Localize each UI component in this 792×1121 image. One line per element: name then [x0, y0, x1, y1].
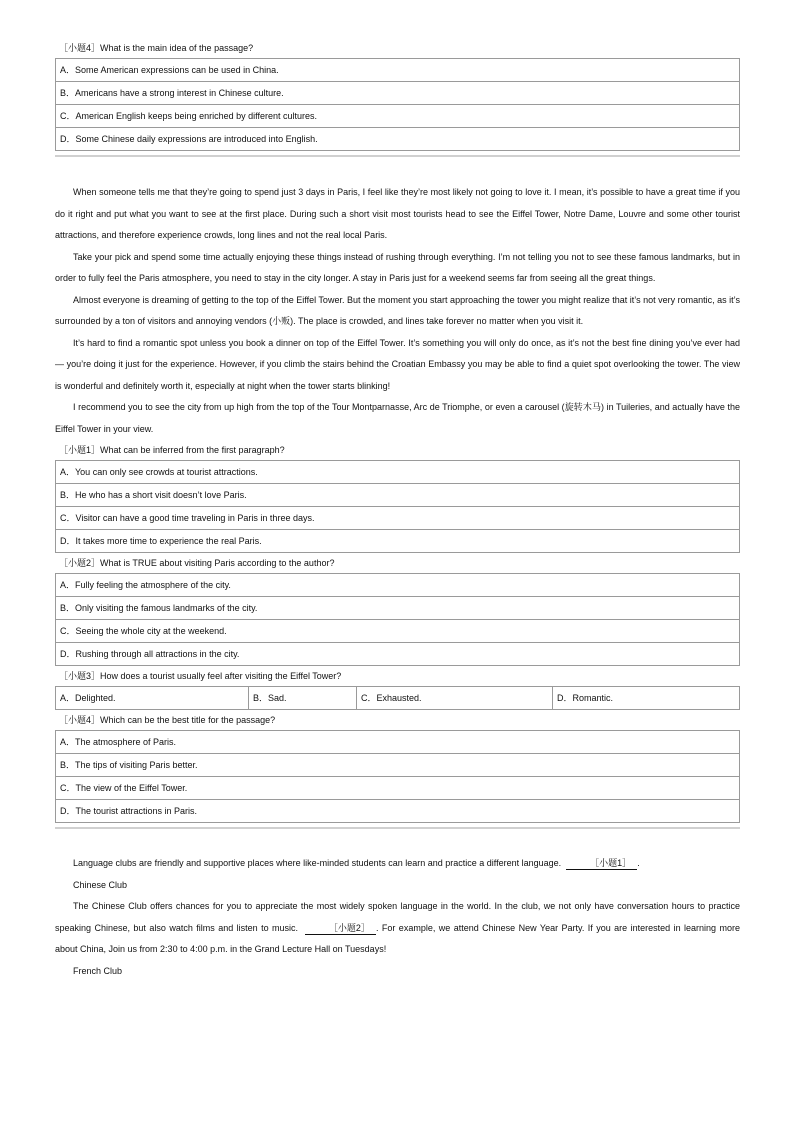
question-block-1 — [55, 442, 740, 553]
question-block-4 — [55, 712, 740, 823]
club-heading-french: French Club — [73, 965, 123, 976]
paragraph — [55, 896, 740, 961]
intro-text: Language clubs are friendly and supportive places where like-minded students can learn and practice a different language. — [73, 858, 562, 868]
passage-clubs — [55, 853, 740, 982]
answer-blank-2[interactable]: ［小题2］ — [305, 922, 376, 935]
option-c[interactable]: C．Exhausted. — [356, 687, 552, 709]
chinese-club-text: The Chinese Club offers chances for you to appreciate the most widely spoken language in the world. In the club, we not only have conversation hours to practice speaking Chinese, but also watch films and listen to music. — [55, 901, 740, 933]
intro-end: . — [637, 858, 640, 868]
option-d[interactable]: D．Rushing through all attractions in the city. — [56, 642, 739, 665]
options-table — [55, 58, 740, 151]
option-d[interactable]: D．Some Chinese daily expressions are introduced into English. — [56, 127, 739, 150]
paragraph: I recommend you to see the city from up high from the top of the Tour Montparnasse, Arc de Triomphe, or even a carousel (旋转木马) in Tuileries, and actually have the Eiffel Tower in your view. — [55, 402, 740, 434]
option-c[interactable]: C．American English keeps being enriched by different cultures. — [56, 104, 739, 127]
passage-paris — [55, 182, 740, 440]
option-a[interactable]: A．Some American expressions can be used in China. — [60, 65, 279, 75]
chinese-club-text-cont: . For example, we attend Chinese New Year Party. If you are interested in learning more about China, Join us from 2:30 to 4:00 p.m. in the Grand Lecture Hall on Tuesdays! — [55, 922, 740, 954]
option-c[interactable]: C．The view of the Eiffel Tower. — [56, 776, 739, 799]
option-c[interactable]: C．Visitor can have a good time traveling in Paris in three days. — [56, 506, 739, 529]
option-b[interactable]: B．Sad. — [248, 687, 356, 709]
exam-page — [55, 38, 740, 982]
option-d[interactable]: D．It takes more time to experience the real Paris. — [56, 529, 739, 552]
club-heading-chinese: Chinese Club — [73, 879, 128, 890]
answer-blank-1[interactable]: ［小题1］ — [566, 857, 637, 870]
question-block-q4-previous — [55, 40, 740, 151]
paragraph: Almost everyone is dreaming of getting to the top of the Eiffel Tower. But the moment you start approaching the tower you might realize that it’s not very romantic, as it’s surrounded by a ton of visitors and annoying vendors (小贩). The place is crowded, and lines take forever no matter when you visit it. — [55, 294, 740, 326]
paragraph — [55, 853, 740, 875]
question-block-3 — [55, 668, 740, 710]
question-stem: ［小题2］What is TRUE about visiting Paris according to the author? — [59, 558, 335, 568]
option-a[interactable]: A．Fully feeling the atmosphere of the city. — [60, 580, 231, 590]
option-b[interactable]: B．Only visiting the famous landmarks of the city. — [56, 596, 739, 619]
option-d[interactable]: D．Romantic. — [552, 687, 739, 709]
question-block-2 — [55, 555, 740, 666]
option-c[interactable]: C．Seeing the whole city at the weekend. — [56, 619, 739, 642]
option-a[interactable]: A．Delighted. — [60, 693, 116, 703]
question-stem: ［小题4］What is the main idea of the passage? — [59, 43, 254, 53]
option-b[interactable]: B．He who has a short visit doesn’t love Paris. — [56, 483, 739, 506]
question-stem: ［小题3］How does a tourist usually feel after visiting the Eiffel Tower? — [59, 671, 342, 681]
options-table — [55, 730, 740, 823]
options-table — [55, 573, 740, 666]
option-a[interactable]: A．You can only see crowds at tourist attractions. — [60, 467, 258, 477]
options-table — [55, 686, 740, 710]
paragraph: When someone tells me that they’re going to spend just 3 days in Paris, I feel like they’re most likely not going to love it. I mean, it’s possible to have a great time if you do it right and put what you want to see at the first place. During such a short visit most tourists head to see the Eiffel Tower, Notre Dame, Louvre and some other tourist attractions, and therefore experience crowds, long lines and not the real local Paris. — [55, 187, 740, 240]
option-d[interactable]: D．The tourist attractions in Paris. — [56, 799, 739, 822]
option-b[interactable]: B．The tips of visiting Paris better. — [56, 753, 739, 776]
question-stem: ［小题4］Which can be the best title for the passage? — [59, 715, 276, 725]
question-stem: ［小题1］What can be inferred from the first paragraph? — [59, 445, 285, 455]
options-table — [55, 460, 740, 553]
paragraph: Take your pick and spend some time actually enjoying these things instead of rushing through everything. I’m not telling you not to see these famous landmarks, but in order to fully feel the Paris atmosphere, you need to stay in the city longer. A stay in Paris just for a weekend seems far from seeing all the great things. — [55, 251, 740, 283]
option-a[interactable]: A．The atmosphere of Paris. — [60, 737, 177, 747]
option-b[interactable]: B．Americans have a strong interest in Chinese culture. — [56, 81, 739, 104]
paragraph: It’s hard to find a romantic spot unless you book a dinner on top of the Eiffel Tower. It’s something you will only do once, as it’s not the best fine dining you’ve ever had — you’re doing it just for the experience. However, if you climb the stairs behind the Croatian Embassy you may be able to find a quiet spot overlooking the tower. The view is wonderful and definitely worth it, especially at night when the tower starts blinking! — [55, 337, 740, 391]
